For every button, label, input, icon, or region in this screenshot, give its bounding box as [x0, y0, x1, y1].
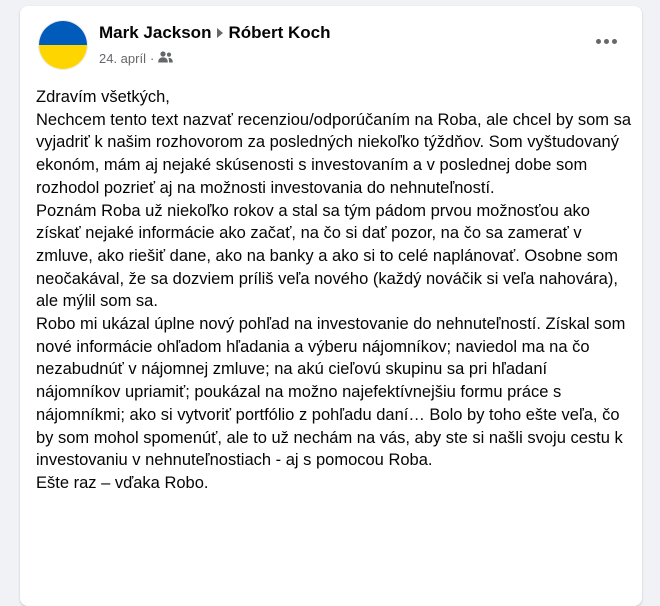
avatar[interactable]: [38, 20, 88, 70]
post-header: [99, 22, 330, 44]
meta-separator: ·: [149, 51, 155, 66]
post-date[interactable]: 24. apríl: [99, 51, 146, 66]
friends-icon[interactable]: [158, 50, 173, 68]
post-paragraph: Ešte raz – vďaka Robo.: [36, 473, 209, 492]
avatar-flag-blue: [39, 21, 87, 45]
arrow-right-icon: [217, 28, 223, 38]
post-text: [36, 86, 632, 495]
author-name[interactable]: Mark Jackson: [99, 23, 212, 42]
more-options-button[interactable]: [592, 31, 620, 51]
post-card: [20, 6, 642, 606]
post-paragraph: Nechcem tento text nazvať recenziou/odporúčaním na Roba, ale chcel by som sa vyjadriť k našim rozhovorom za posledných niekoľko týždňov. Som vyštudovaný ekonóm, mám aj nejaké skúsenosti s investovaním a v poslednej dobe som rozhodol pozrieť aj na možnosti investovania do nehnuteľností.: [36, 110, 632, 197]
avatar-flag-yellow: [39, 45, 87, 69]
more-dot: [612, 39, 617, 44]
post-meta: [99, 50, 173, 68]
recipient-name[interactable]: Róbert Koch: [228, 23, 331, 42]
more-horizontal-icon: [596, 39, 601, 44]
more-dot: [604, 39, 609, 44]
post-paragraph: Poznám Roba už niekoľko rokov a stal sa tým pádom prvou možnosťou ako získať nejaké informácie ako začať, na čo si dať pozor, na čo sa zamerať v zmluve, ako riešiť dane, ako na banky a ako si to celé naplánovať. Osobne som neočakával, že sa dozviem príliš veľa nového (každý nováčik si veľa nahovára), ale mýlil som sa.: [36, 201, 618, 311]
post-paragraph: Robo mi ukázal úplne nový pohľad na investovanie do nehnuteľností. Získal som nové informácie ohľadom hľadania a výberu nájomníkov; naviedol ma na čo nezabudnúť v nájomnej zmluve; na akú cieľovú skupinu sa pri hľadaní nájomníkov upriamiť; poukázal na možno najefektívnejšiu formu práce s nájomníkmi; ako si vytvoriť portfólio z pohľadu daní… Bolo by toho ešte veľa, čo by som mohol spomenúť, ale to už nechám na vás, aby ste si našli svoju cestu k investovaniu v nehnuteľnostiach - aj s pomocou Roba.: [36, 315, 626, 470]
post-paragraph: Zdravím všetkých,: [36, 88, 170, 106]
